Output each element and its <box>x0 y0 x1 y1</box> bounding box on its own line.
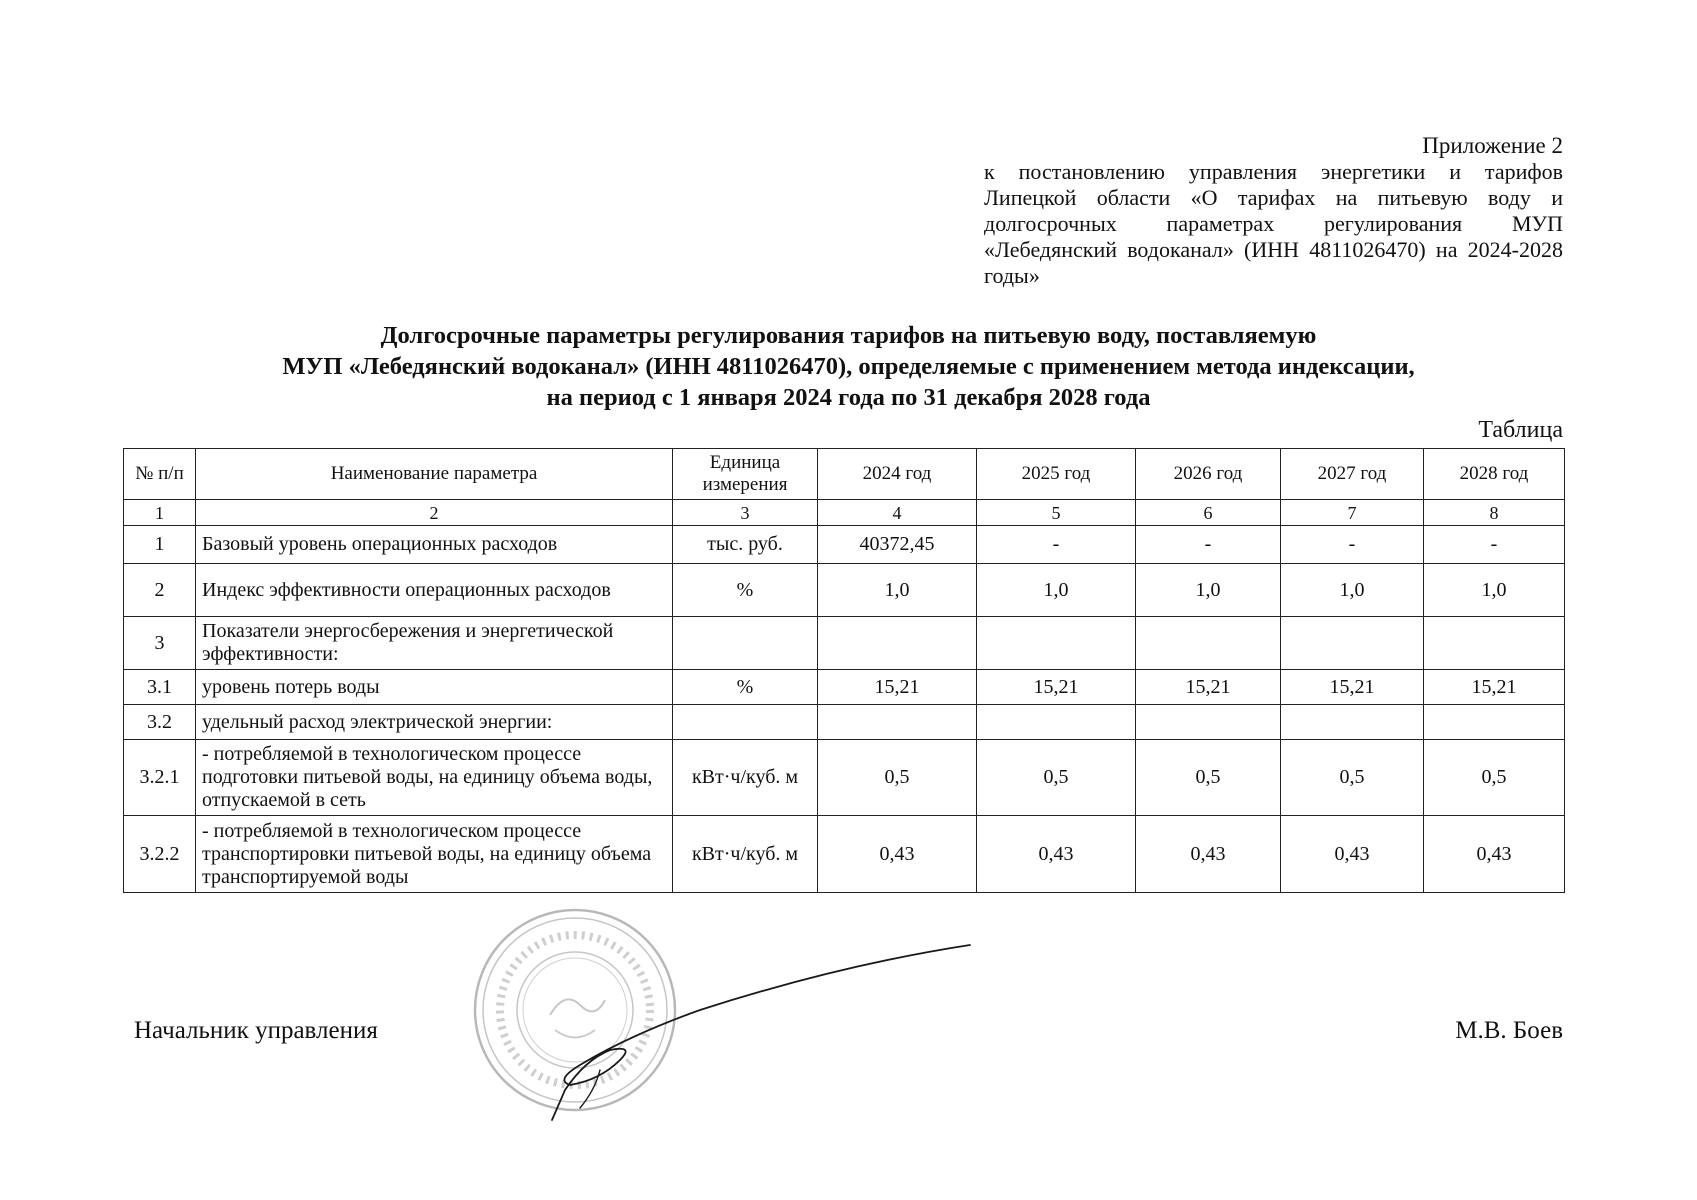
value-cell <box>1281 617 1424 670</box>
appendix-reference: к постановлению управления энергетики и тарифов Липецкой области «О тарифах на питьевую воду и долгосрочных параметрах регулирования МУП «Лебедянский водоканал» (ИНН 4811026470) на 2024-2028 годы» <box>984 159 1563 288</box>
unit-cell: % <box>673 670 818 705</box>
value-cell: 0,5 <box>818 740 977 816</box>
value-cell: 0,43 <box>977 816 1136 893</box>
header-cell: 2024 год <box>818 449 977 500</box>
value-cell <box>1136 617 1281 670</box>
value-cell: 15,21 <box>1136 670 1281 705</box>
column-number-row <box>124 500 1565 526</box>
header-cell: № п/п <box>124 449 196 500</box>
table-row <box>124 740 1565 816</box>
column-number-cell: 3 <box>673 500 818 526</box>
row-number-cell: 3.2.2 <box>124 816 196 893</box>
value-cell: 1,0 <box>818 564 977 617</box>
value-cell: 1,0 <box>977 564 1136 617</box>
value-cell <box>818 617 977 670</box>
header-cell: 2025 год <box>977 449 1136 500</box>
table-caption: Таблица <box>1478 417 1563 443</box>
column-number-cell: 5 <box>977 500 1136 526</box>
value-cell: 15,21 <box>1424 670 1565 705</box>
parameter-name-cell: Индекс эффективности операционных расходов <box>196 564 673 617</box>
row-number-cell: 3.2 <box>124 705 196 740</box>
column-number-cell: 8 <box>1424 500 1565 526</box>
value-cell: 0,43 <box>1281 816 1424 893</box>
column-number-cell: 2 <box>196 500 673 526</box>
header-cell: Единица измерения <box>673 449 818 500</box>
parameter-name-cell: уровень потерь воды <box>196 670 673 705</box>
value-cell: - <box>1424 526 1565 564</box>
column-number-cell: 7 <box>1281 500 1424 526</box>
column-number-cell: 1 <box>124 500 196 526</box>
parameter-name-cell: удельный расход электрической энергии: <box>196 705 673 740</box>
value-cell: 0,5 <box>1136 740 1281 816</box>
table-row <box>124 705 1565 740</box>
table-header-row <box>124 449 1565 500</box>
title-line-1: Долгосрочные параметры регулирования тарифов на питьевую воду, поставляемую <box>380 322 1317 349</box>
header-cell: 2026 год <box>1136 449 1281 500</box>
handwritten-signature <box>540 940 980 1130</box>
unit-cell: тыс. руб. <box>673 526 818 564</box>
parameter-name-cell: Базовый уровень операционных расходов <box>196 526 673 564</box>
table-row <box>124 564 1565 617</box>
value-cell <box>977 617 1136 670</box>
value-cell: 15,21 <box>977 670 1136 705</box>
unit-cell <box>673 705 818 740</box>
table-row <box>124 617 1565 670</box>
column-number-cell: 4 <box>818 500 977 526</box>
value-cell <box>1136 705 1281 740</box>
parameters-table <box>123 448 1565 893</box>
row-number-cell: 1 <box>124 526 196 564</box>
column-number-cell: 6 <box>1136 500 1281 526</box>
signer-role: Начальник управления <box>134 1017 378 1044</box>
value-cell <box>1424 617 1565 670</box>
row-number-cell: 2 <box>124 564 196 617</box>
value-cell: 1,0 <box>1136 564 1281 617</box>
value-cell <box>1281 705 1424 740</box>
unit-cell: кВт·ч/куб. м <box>673 816 818 893</box>
appendix-label: Приложение 2 <box>1422 133 1563 158</box>
value-cell: 0,43 <box>818 816 977 893</box>
value-cell: 0,5 <box>1424 740 1565 816</box>
value-cell <box>977 705 1136 740</box>
value-cell: 0,43 <box>1136 816 1281 893</box>
parameter-name-cell: - потребляемой в технологическом процессе подготовки питьевой воды, на единицу объема воды, отпускаемой в сеть <box>196 740 673 816</box>
document-title <box>0 320 1697 413</box>
table-row <box>124 816 1565 893</box>
parameter-name-cell: - потребляемой в технологическом процессе транспортировки питьевой воды, на единицу объема транспортируемой воды <box>196 816 673 893</box>
title-line-3: на период с 1 января 2024 года по 31 декабря 2028 года <box>546 384 1151 411</box>
header-cell: 2028 год <box>1424 449 1565 500</box>
value-cell: 0,43 <box>1424 816 1565 893</box>
header-cell: Наименование параметра <box>196 449 673 500</box>
row-number-cell: 3 <box>124 617 196 670</box>
table-row <box>124 526 1565 564</box>
header-cell: 2027 год <box>1281 449 1424 500</box>
value-cell: 1,0 <box>1281 564 1424 617</box>
value-cell: 1,0 <box>1424 564 1565 617</box>
value-cell: 15,21 <box>818 670 977 705</box>
signer-name: М.В. Боев <box>1455 1017 1563 1044</box>
value-cell: - <box>1281 526 1424 564</box>
value-cell: 0,5 <box>1281 740 1424 816</box>
value-cell: 15,21 <box>1281 670 1424 705</box>
value-cell <box>1424 705 1565 740</box>
table-row <box>124 670 1565 705</box>
value-cell: 0,5 <box>977 740 1136 816</box>
unit-cell: кВт·ч/куб. м <box>673 740 818 816</box>
row-number-cell: 3.1 <box>124 670 196 705</box>
title-line-2: МУП «Лебедянский водоканал» (ИНН 4811026470), определяемые с применением метода индексации, <box>282 353 1415 380</box>
unit-cell: % <box>673 564 818 617</box>
row-number-cell: 3.2.1 <box>124 740 196 816</box>
value-cell: - <box>1136 526 1281 564</box>
value-cell: 40372,45 <box>818 526 977 564</box>
parameter-name-cell: Показатели энергосбережения и энергетической эффективности: <box>196 617 673 670</box>
value-cell <box>818 705 977 740</box>
value-cell: - <box>977 526 1136 564</box>
unit-cell <box>673 617 818 670</box>
